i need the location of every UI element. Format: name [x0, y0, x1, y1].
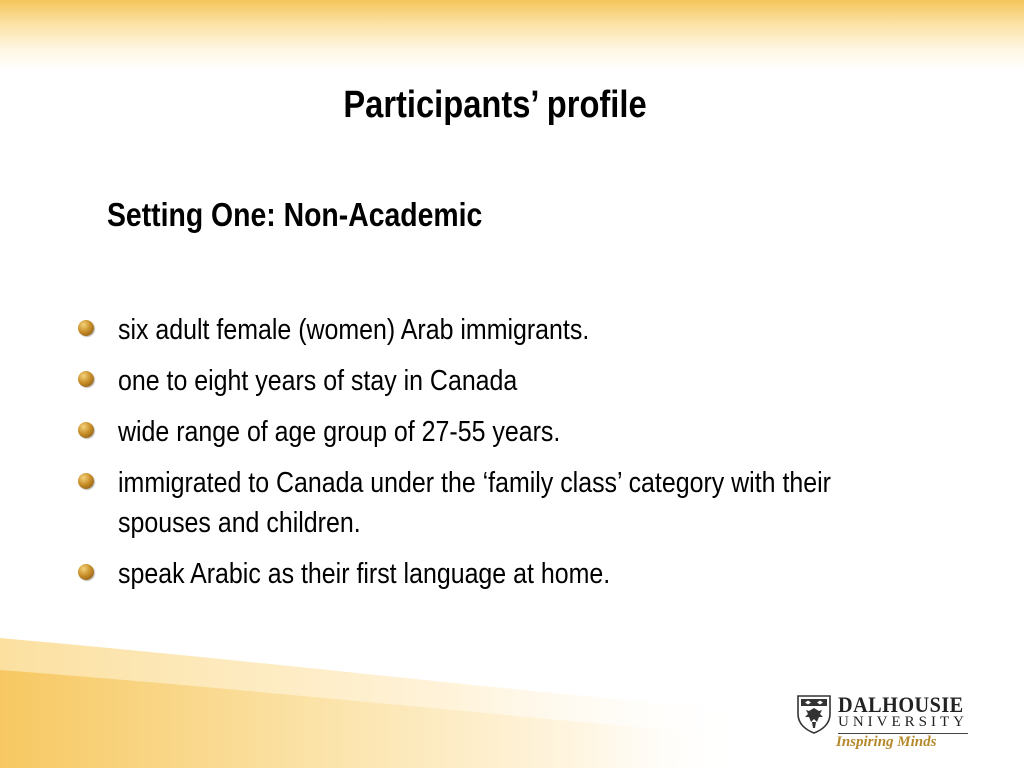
gold-sphere-bullet-icon — [78, 422, 94, 438]
slide-subtitle: Setting One: Non-Academic — [107, 196, 483, 233]
top-gradient-band — [0, 0, 1024, 70]
dalhousie-logo — [796, 692, 976, 754]
bullet-item — [78, 463, 938, 543]
bullet-item — [78, 310, 938, 350]
gold-sphere-bullet-icon — [78, 564, 94, 580]
gold-sphere-bullet-icon — [78, 371, 94, 387]
logo-subname: UNIVERSITY — [838, 714, 968, 730]
bullet-text: speak Arabic as their first language at home. — [118, 558, 611, 590]
bullet-text: immigrated to Canada under the ‘family class’ category with their spouses and children. — [118, 467, 831, 539]
dalhousie-crest-icon — [796, 694, 832, 734]
bullet-text: one to eight years of stay in Canada — [118, 365, 518, 397]
bullet-item — [78, 412, 938, 452]
bullet-item — [78, 554, 938, 594]
slide-title: Participants’ profile — [343, 84, 647, 126]
bullet-text: wide range of age group of 27-55 years. — [118, 416, 561, 448]
bullet-text: six adult female (women) Arab immigrants. — [118, 314, 590, 346]
logo-name: DALHOUSIE — [838, 692, 964, 717]
gold-sphere-bullet-icon — [78, 320, 94, 336]
bullet-list — [78, 310, 938, 605]
bullet-item — [78, 361, 938, 401]
logo-tagline: Inspiring Minds — [836, 734, 937, 750]
gold-sphere-bullet-icon — [78, 473, 94, 489]
